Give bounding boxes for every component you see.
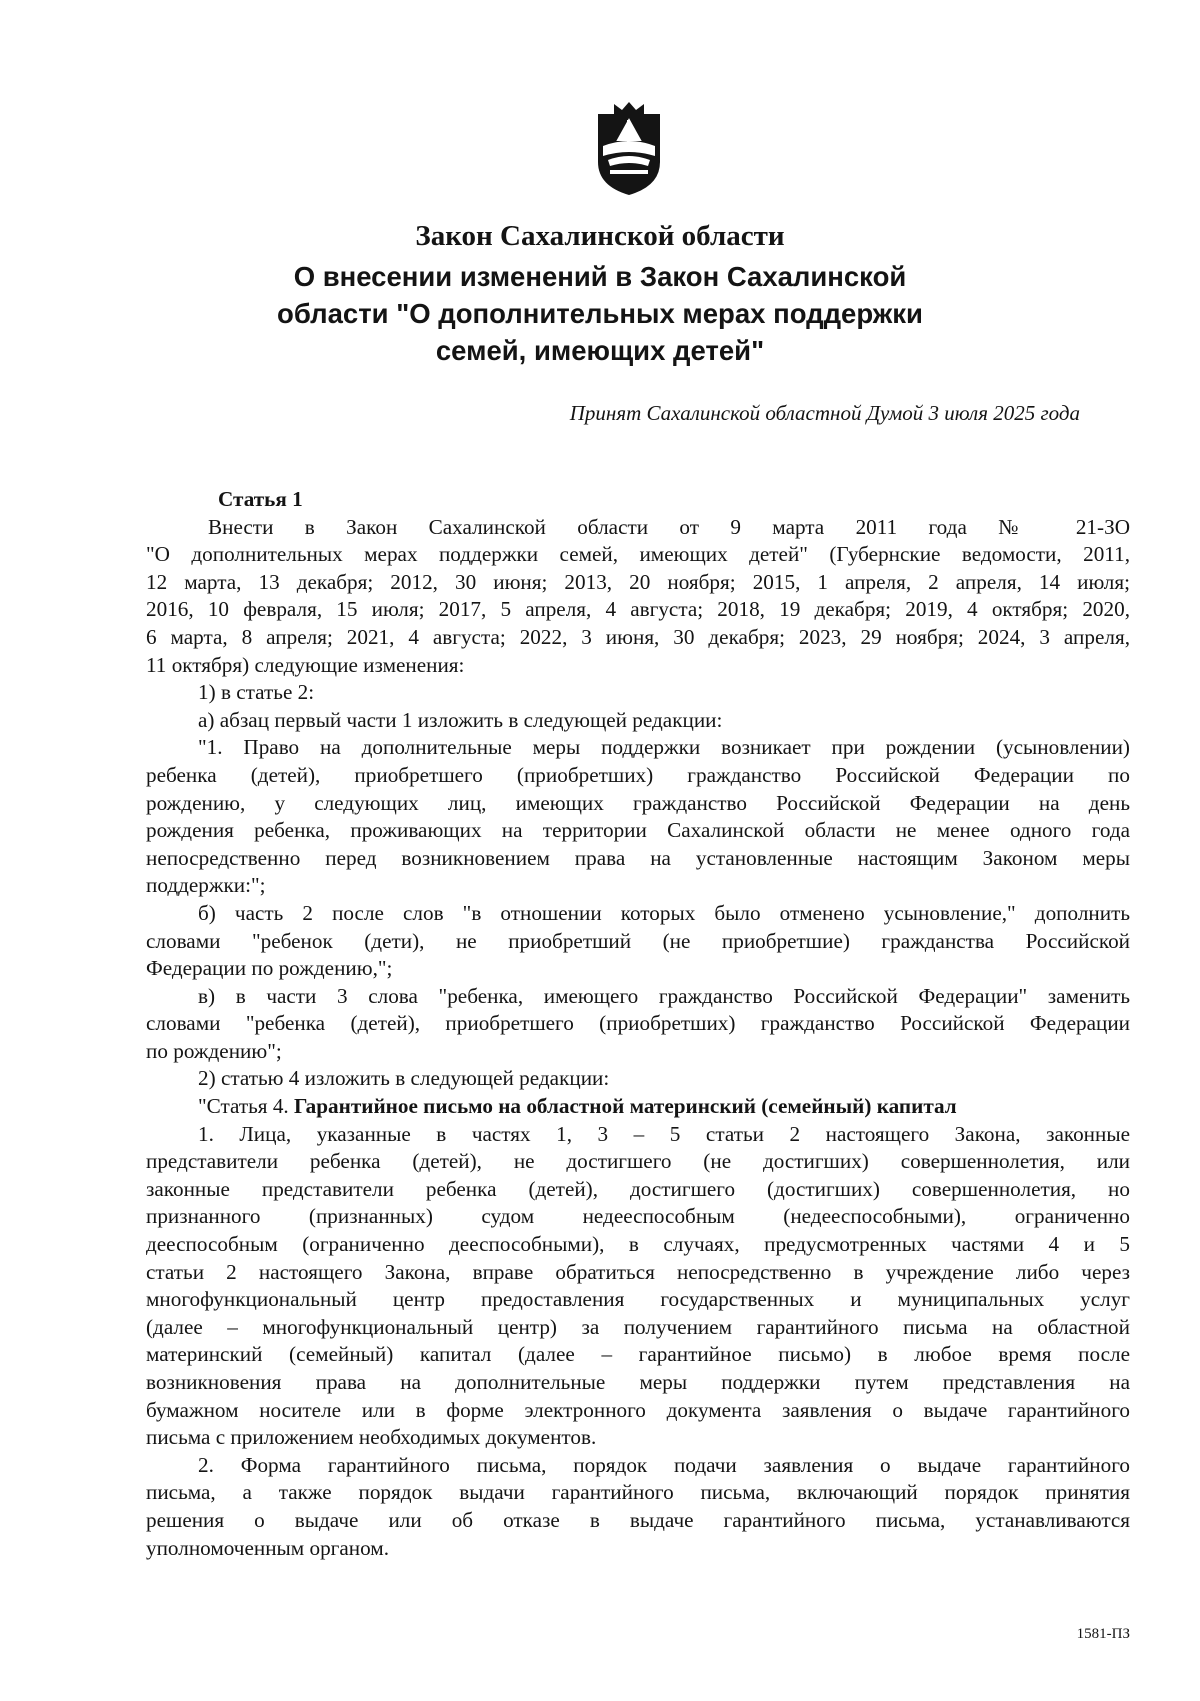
text-line: признанного (признанных) судом недееспособным (недееспособными), ограниченно: [146, 1204, 1130, 1229]
law-title: Закон Сахалинской области: [415, 220, 785, 252]
text-line: статьи 2 настоящего Закона, вправе обратиться непосредственно в учреждение либо через: [146, 1259, 1130, 1284]
text-line: в) в части 3 слова "ребенка, имеющего гражданство Российской Федерации" заменить: [198, 983, 1130, 1008]
text-line: б) часть 2 после слов "в отношении которых было отменено усыновление," дополнить: [198, 900, 1130, 925]
text-line: 2) статью 4 изложить в следующей редакции:: [198, 1066, 610, 1091]
text-line: Внести в Закон Сахалинской области от 9 марта 2011 года № 21-ЗО: [208, 514, 1130, 539]
text-line: 6 марта, 8 апреля; 2021, 4 августа; 2022, 3 июня, 30 декабря; 2023, 29 ноября; 2024, 3 апреля,: [146, 624, 1130, 649]
text-line: уполномоченным органом.: [146, 1535, 389, 1560]
text-line: законные представители ребенка (детей), достигшего (достигших) совершеннолетия, но: [146, 1176, 1130, 1201]
adoption-note: Принят Сахалинской областной Думой 3 июля 2025 года: [569, 401, 1080, 425]
text-line: бумажном носителе или в форме электронного документа заявления о выдаче гарантийного: [146, 1397, 1130, 1422]
text-line: "1. Право на дополнительные меры поддержки возникает при рождении (усыновлении): [198, 735, 1130, 760]
text-line: непосредственно перед возникновением права на установленные настоящим Законом меры: [146, 845, 1130, 870]
text-line: материнский (семейный) капитал (далее – гарантийное письмо) в любое время после: [146, 1342, 1130, 1367]
text-line: 11 октября) следующие изменения:: [146, 652, 465, 677]
article-heading: Статья 1: [218, 487, 303, 511]
text-line: (далее – многофункциональный центр) за получением гарантийного письма на областной: [146, 1314, 1130, 1339]
text-line: 1. Лица, указанные в частях 1, 3 – 5 статьи 2 настоящего Закона, законные: [198, 1121, 1130, 1146]
article4-prefix: "Статья 4.: [198, 1094, 295, 1119]
text-line: по рождению";: [146, 1038, 282, 1063]
text-line: "О дополнительных мерах поддержки семей, имеющих детей" (Губернские ведомости, 2011,: [146, 542, 1130, 567]
text-line: возникновения права на дополнительные меры поддержки путем представления на: [146, 1370, 1130, 1394]
text-line: словами "ребенок (дети), не приобретший (не приобретшие) гражданства Российской: [146, 928, 1130, 953]
text-line: рождения ребенка, проживающих на территории Сахалинской области не менее одного года: [146, 818, 1130, 843]
article-body: [146, 486, 1130, 1562]
document-title: [180, 218, 1020, 369]
text-line: представители ребенка (детей), не достигшего (не достигших) совершеннолетия, или: [146, 1149, 1130, 1174]
text-line: рождению, у следующих лиц, имеющих гражданство Российской Федерации на день: [146, 790, 1130, 815]
text-line: 12 марта, 13 декабря; 2012, 30 июня; 2013, 20 ноября; 2015, 1 апреля, 2 апреля, 14 июля;: [146, 569, 1130, 594]
text-line: письма, а также порядок выдачи гарантийного письма, включающий порядок принятия: [146, 1480, 1130, 1505]
text-line: дееспособным (ограниченно дееспособными), в случаях, предусмотренных частями 4 и 5: [146, 1232, 1130, 1257]
text-line: ребенка (детей), приобретшего (приобретших) гражданство Российской Федерации по: [146, 762, 1130, 787]
article4-heading-line: [198, 1093, 1130, 1121]
sakhalin-coat-of-arms-icon: [594, 100, 664, 198]
law-subject-line: области "О дополнительных мерах поддержки: [277, 298, 923, 329]
law-subject-line: О внесении изменений в Закон Сахалинской: [293, 261, 907, 292]
text-line: 2. Форма гарантийного письма, порядок подачи заявления о выдаче гарантийного: [198, 1452, 1130, 1477]
text-line: многофункциональный центр предоставления государственных и муниципальных услуг: [146, 1287, 1130, 1312]
document-code: 1581-ПЗ: [1076, 1626, 1130, 1642]
text-line: решения о выдаче или об отказе в выдаче гарантийного письма, устанавливаются: [146, 1507, 1130, 1532]
text-line: поддержки:";: [146, 873, 266, 898]
text-line: а) абзац первый части 1 изложить в следующей редакции:: [198, 707, 723, 732]
text-line: словами "ребенка (детей), приобретшего (приобретших) гражданство Российской Федерации: [146, 1011, 1130, 1036]
law-subject: [180, 258, 1020, 369]
law-subject-line: семей, имеющих детей": [435, 335, 765, 366]
text-line: 1) в статье 2:: [198, 680, 315, 705]
text-line: 2016, 10 февраля, 15 июля; 2017, 5 апреля, 4 августа; 2018, 19 декабря; 2019, 4 октября; 2020,: [146, 597, 1130, 622]
article4-title: Гарантийное письмо на областной материнский (семейный) капитал: [294, 1094, 957, 1119]
text-line: письма с приложением необходимых документов.: [146, 1425, 597, 1450]
text-line: Федерации по рождению,";: [146, 956, 393, 981]
